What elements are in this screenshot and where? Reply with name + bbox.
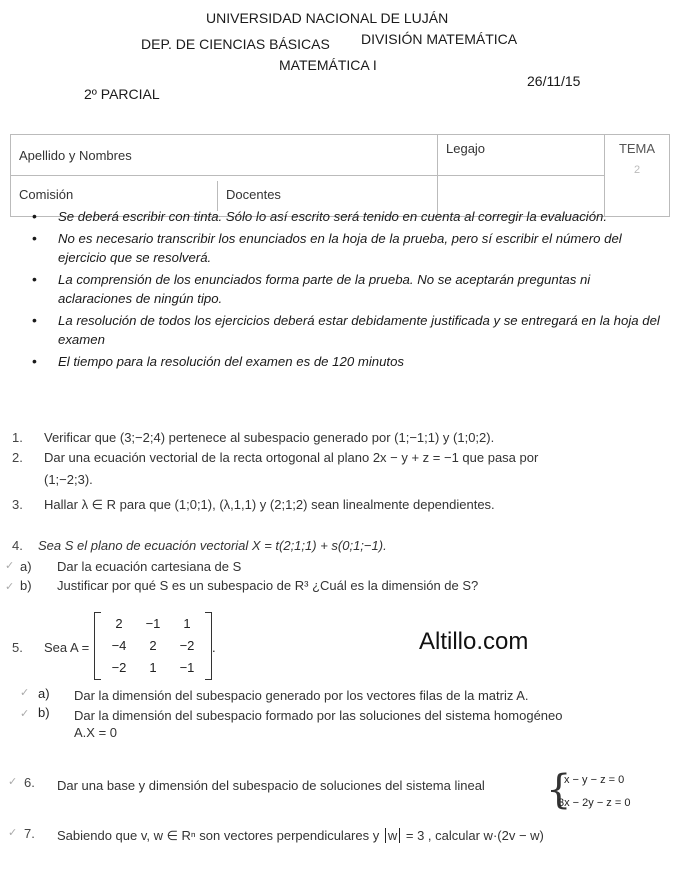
matrix-period: . <box>212 640 216 655</box>
exercise-5a-text: Dar la dimensión del subespacio generado por los vectores filas de la matriz A. <box>74 688 529 703</box>
comision-label: Comisión <box>11 181 218 211</box>
exam-title: 2º PARCIAL <box>84 86 160 102</box>
rule-item: • La resolución de todos los ejercicios deberá estar debidamente justificada y se entregará en la hoja del examen <box>30 311 660 349</box>
tema-value: 2 <box>633 164 641 176</box>
rule-item: • No es necesario transcribir los enunciados en la hoja de la prueba, pero sí escribir el número del ejercicio que se resolverá. <box>30 229 660 267</box>
rule-item: • Se deberá escribir con tinta. Sólo lo así escrito será tenido en cuenta al corregir la evaluación. <box>30 207 660 226</box>
exercise-6-text: Dar una base y dimensión del subespacio de soluciones del sistema lineal <box>57 778 485 793</box>
exercise-2-number: 2. <box>12 450 23 465</box>
name-label: Apellido y Nombres <box>19 147 132 163</box>
exercise-4a-text: Dar la ecuación cartesiana de S <box>57 559 242 574</box>
exercise-1-number: 1. <box>12 430 23 445</box>
system-equation: x − y − z = 0 <box>564 774 625 786</box>
handwritten-mark: ✓ <box>8 827 18 839</box>
exercise-5b-label: b) <box>38 705 50 720</box>
exercise-7-number: 7. <box>24 826 35 841</box>
exercise-3-number: 3. <box>12 497 23 512</box>
norm-w: w <box>385 828 400 843</box>
matrix-cell: 2 <box>149 638 157 653</box>
exercise-4-number: 4. <box>12 538 23 553</box>
handwritten-mark: ✓ <box>8 776 18 788</box>
matrix-cell: −2 <box>111 660 127 675</box>
matrix-cell: 1 <box>149 660 157 675</box>
subject-name: MATEMÁTICA I <box>279 57 377 73</box>
university-name: UNIVERSIDAD NACIONAL DE LUJÁN <box>206 10 449 26</box>
rule-item: • El tiempo para la resolución del examen es de 120 minutos <box>30 352 660 371</box>
legajo-field[interactable] <box>438 135 605 176</box>
tema-field <box>605 135 670 217</box>
exercise-2-text-cont: (1;−2;3). <box>44 472 93 487</box>
handwritten-mark: ✓ <box>20 708 30 720</box>
matrix-cell: −1 <box>145 616 161 631</box>
exercise-5-prefix: Sea A = <box>44 640 90 655</box>
exercise-5b-text-cont: A.X = 0 <box>74 725 117 740</box>
exercise-2-text: Dar una ecuación vectorial de la recta ortogonal al plano 2x − y + z = −1 que pasa por <box>44 450 539 465</box>
matrix-cell: −4 <box>111 638 127 653</box>
exercise-3-text: Hallar λ ∈ R para que (1;0;1), (λ,1,1) y (2;1;2) sean linealmente dependientes. <box>44 497 495 512</box>
exercise-6-number: 6. <box>24 775 35 790</box>
matrix-cell: −1 <box>179 660 195 675</box>
system-equation: 3x − 2y − z = 0 <box>558 797 631 809</box>
handwritten-mark: ✓ <box>20 687 30 699</box>
exercise-7-statement <box>57 828 544 844</box>
exercise-5a-label: a) <box>38 686 50 701</box>
exercise-4b-text: Justificar por qué S es un subespacio de R³ ¿Cuál es la dimensión de S? <box>57 578 479 593</box>
department-name: DEP. DE CIENCIAS BÁSICAS <box>141 36 330 52</box>
exercise-5b-text: Dar la dimensión del subespacio formado por las soluciones del sistema homogéneo <box>74 708 563 723</box>
legajo-label: Legajo <box>446 141 486 156</box>
exercise-1-text: Verificar que (3;−2;4) pertenece al subespacio generado por (1;−1;1) y (1;0;2). <box>44 430 495 445</box>
matrix-a <box>94 612 212 680</box>
tema-label: TEMA <box>618 141 656 156</box>
matrix-cell: −2 <box>179 638 195 653</box>
docentes-label: Docentes <box>226 187 281 202</box>
division-name: DIVISIÓN MATEMÁTICA <box>361 31 518 47</box>
watermark: Altillo.com <box>419 628 529 655</box>
exercise-7-text-cont: = 3 , calcular w·(2v − w) <box>405 828 544 843</box>
matrix-cell: 1 <box>183 616 191 631</box>
exercise-4b-label: b) <box>20 578 32 593</box>
rule-item: • La comprensión de los enunciados forma parte de la prueba. No se aceptarán preguntas ni aclaraciones de ningún tipo. <box>30 270 660 308</box>
exercise-4a-label: a) <box>20 559 32 574</box>
exam-rules <box>30 207 660 374</box>
handwritten-mark: ✓ <box>5 581 15 593</box>
name-field[interactable] <box>11 135 438 176</box>
exercise-5-number: 5. <box>12 640 23 655</box>
exam-date: 26/11/15 <box>527 73 581 89</box>
student-info-form <box>10 134 670 217</box>
system-brace: { <box>546 767 572 813</box>
exercise-7-text: Sabiendo que v, w ∈ Rⁿ son vectores perpendiculares y <box>57 828 380 843</box>
handwritten-mark: ✓ <box>5 560 15 572</box>
exercise-4-text: Sea S el plano de ecuación vectorial X = t(2;1;1) + s(0;1;−1). <box>38 538 387 553</box>
matrix-cell: 2 <box>115 616 123 631</box>
